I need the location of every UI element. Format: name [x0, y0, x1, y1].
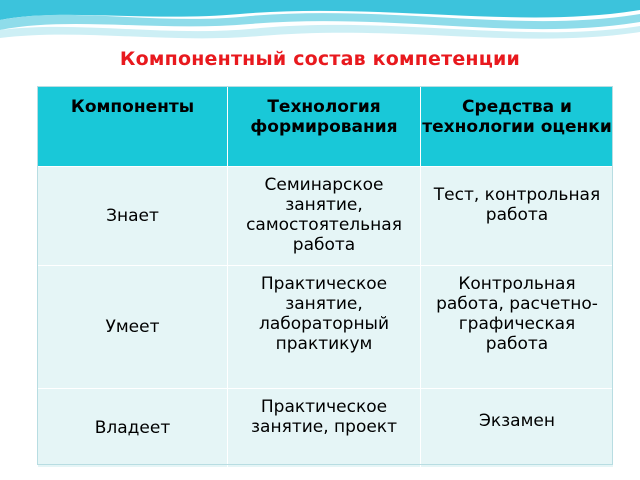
- row-assessment: Экзамен: [421, 389, 614, 468]
- slide-title: Компонентный состав компетенции: [119, 48, 521, 70]
- header-components: Компоненты: [38, 87, 228, 167]
- table-row: [38, 167, 614, 266]
- row-component: Владеет: [38, 389, 228, 468]
- row-technology: Практическое занятие, лабораторный практикум: [228, 266, 421, 389]
- table-row: [38, 389, 614, 468]
- row-technology: Практическое занятие, проект: [228, 389, 421, 468]
- header-assessment: Средства и технологии оценки: [421, 87, 614, 167]
- table-row: [38, 266, 614, 389]
- row-component: Знает: [38, 167, 228, 266]
- row-technology: Семинарское занятие, самостоятельная работа: [228, 167, 421, 266]
- row-assessment: Тест, контрольная работа: [421, 167, 614, 266]
- table-header-row: [38, 87, 614, 167]
- row-component: Умеет: [38, 266, 228, 389]
- header-technology: Технология формирования: [228, 87, 421, 167]
- competence-table: [37, 86, 614, 468]
- row-assessment: Контрольная работа, расчетно-графическая работа: [421, 266, 614, 389]
